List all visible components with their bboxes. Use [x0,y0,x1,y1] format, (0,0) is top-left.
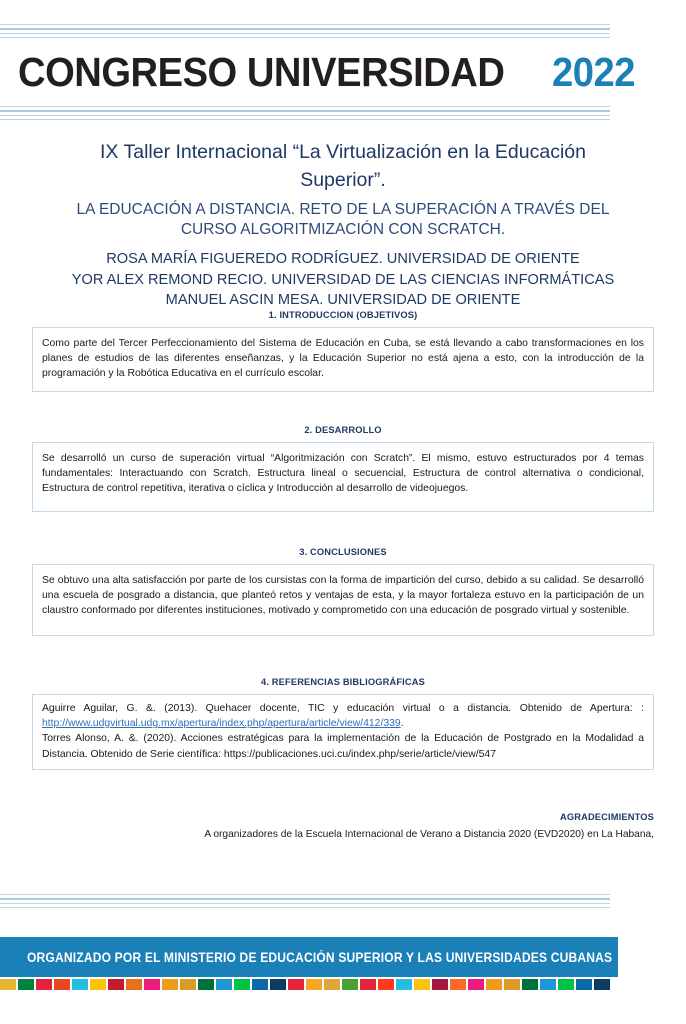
reference-entry [42,701,644,731]
reference-entry [42,731,644,761]
sdg-color-swatch [576,979,592,990]
sdg-color-swatch [558,979,574,990]
congress-name: CONGRESO UNIVERSIDAD [18,48,505,95]
reference-link[interactable]: http://www.udgvirtual.udg.mx/apertura/index.php/apertura/article/view/412/339 [42,718,401,730]
author-line: ROSA MARÍA FIGUEREDO RODRÍGUEZ. UNIVERSIDAD DE ORIENTE [106,251,580,267]
paper-title: LA EDUCACIÓN A DISTANCIA. RETO DE LA SUPERACIÓN A TRAVÉS DEL CURSO ALGORITMIZACIÓN CON SCRATCH. [76,201,610,238]
section-body-text: Se desarrolló un curso de superación virtual “Algoritmización con Scratch”. El mismo, estuvo estructurados por 4 temas fundamentales: Interactuando con Scratch. Estructura lineal o secuencial, Estructura de control alternativa o condicional, Estructura de control repetitiva, iterativa o cíclica y Introducción al desarrollo de videojuegos. [42,453,644,495]
sdg-color-swatch [18,979,34,990]
rule-line [0,33,610,34]
header-bottom-decorative-rules [0,106,610,123]
sdg-color-swatch [234,979,250,990]
section-conclusiones [32,547,654,636]
sdg-color-swatch [162,979,178,990]
sdg-color-swatch [36,979,52,990]
sdg-color-swatch [0,979,16,990]
rule-line [0,119,610,120]
section-heading: 3. CONCLUSIONES [299,547,387,557]
footer-banner [0,937,618,977]
sdg-color-swatch [432,979,448,990]
sdg-color-swatch [54,979,70,990]
reference-text: Aguirre Aguilar, G. &. (2013). Quehacer docente, TIC y educación virtual o a distancia. Obtenido de Apertura: : [42,703,644,714]
sdg-color-swatch [198,979,214,990]
section-heading: 2. DESARROLLO [304,425,382,435]
sdg-color-swatch [288,979,304,990]
sdg-color-swatch [360,979,376,990]
sdg-color-swatch [252,979,268,990]
sdg-color-swatch [396,979,412,990]
sdg-color-swatch [90,979,106,990]
rule-line [0,907,610,908]
event-title: IX Taller Internacional “La Virtualización en la Educación Superior”. [100,141,586,191]
rule-line [0,894,610,895]
rule-line [0,28,610,30]
author-line: MANUEL ASCIN MESA. UNIVERSIDAD DE ORIENTE [165,292,521,308]
authors-list [58,249,628,311]
acknowledgments-text: A organizadores de la Escuela Internacional de Verano a Distancia 2020 (EVD2020) en La Habana, [204,829,654,840]
section-body-box [32,564,654,636]
top-decorative-rules [0,24,610,41]
sdg-color-swatch [180,979,196,990]
sdg-color-swatch [522,979,538,990]
sdg-color-swatch [144,979,160,990]
sdg-color-swatch [72,979,88,990]
footer-decorative-rules [0,894,610,911]
masthead [18,46,636,98]
sdg-color-swatch [270,979,286,990]
sdg-color-strip [0,979,618,990]
section-referencias [32,677,654,770]
section-heading: 1. INTRODUCCION (OBJETIVOS) [268,310,418,320]
sdg-color-swatch [306,979,322,990]
section-introduccion [32,310,654,392]
section-body-text: Se obtuvo una alta satisfacción por parte de los cursistas con la forma de impartición del curso, debido a su calidad. Se desarrolló una escuela de posgrado a distancia, que planteó retos y ventajas de esta, y la mayor fortaleza estuvo en la participación de un claustro conformado por diferentes instituciones, motivado y comprometido con una educación de posgrado virtual y sostenible. [42,575,644,617]
section-body-box [32,442,654,512]
rule-line [0,110,610,112]
rule-line [0,37,610,38]
congress-year: 2022 [552,48,636,95]
acknowledgments-heading: AGRADECIMIENTOS [559,812,654,822]
sdg-color-swatch [414,979,430,990]
sdg-color-swatch [486,979,502,990]
sdg-color-swatch [540,979,556,990]
section-heading: 4. REFERENCIAS BIBLIOGRÁFICAS [261,677,425,687]
author-line: YOR ALEX REMOND RECIO. UNIVERSIDAD DE LAS CIENCIAS INFORMÁTICAS [71,271,615,288]
rule-line [0,115,610,116]
reference-text-tail: . [400,718,404,730]
sdg-color-swatch [108,979,124,990]
reference-text: Torres Alonso, A. &. (2020). Acciones estratégicas para la implementación de la Educación de Postgrado en la Modalidad a Distancia. Obtenido de Serie científica: https://publicaciones.uci.cu/index.php/serie/article/view/547 [42,733,644,760]
acknowledgments [32,812,654,840]
section-body-text: Como parte del Tercer Perfeccionamiento del Sistema de Educación en Cuba, se está llevando a cabo transformaciones en los planes de estudios de las diferentes enseñanzas, y la Educación Superior no está ajena a esto, con la introducción de la programación y la Robótica Educativa en el currículo escolar. [42,338,644,380]
sdg-color-swatch [594,979,610,990]
sdg-color-swatch [126,979,142,990]
rule-line [0,24,610,25]
sdg-color-swatch [468,979,484,990]
references-box [32,694,654,770]
title-block [58,138,628,311]
footer-banner-text: ORGANIZADO POR EL MINISTERIO DE EDUCACIÓN SUPERIOR Y LAS UNIVERSIDADES CUBANAS [27,949,613,965]
sdg-color-swatch [504,979,520,990]
rule-line [0,106,610,107]
sdg-color-swatch [450,979,466,990]
section-body-box [32,327,654,392]
section-desarrollo [32,425,654,512]
sdg-color-swatch [216,979,232,990]
sdg-color-swatch [342,979,358,990]
sdg-color-swatch [378,979,394,990]
sdg-color-swatch [324,979,340,990]
rule-line [0,903,610,904]
rule-line [0,898,610,900]
